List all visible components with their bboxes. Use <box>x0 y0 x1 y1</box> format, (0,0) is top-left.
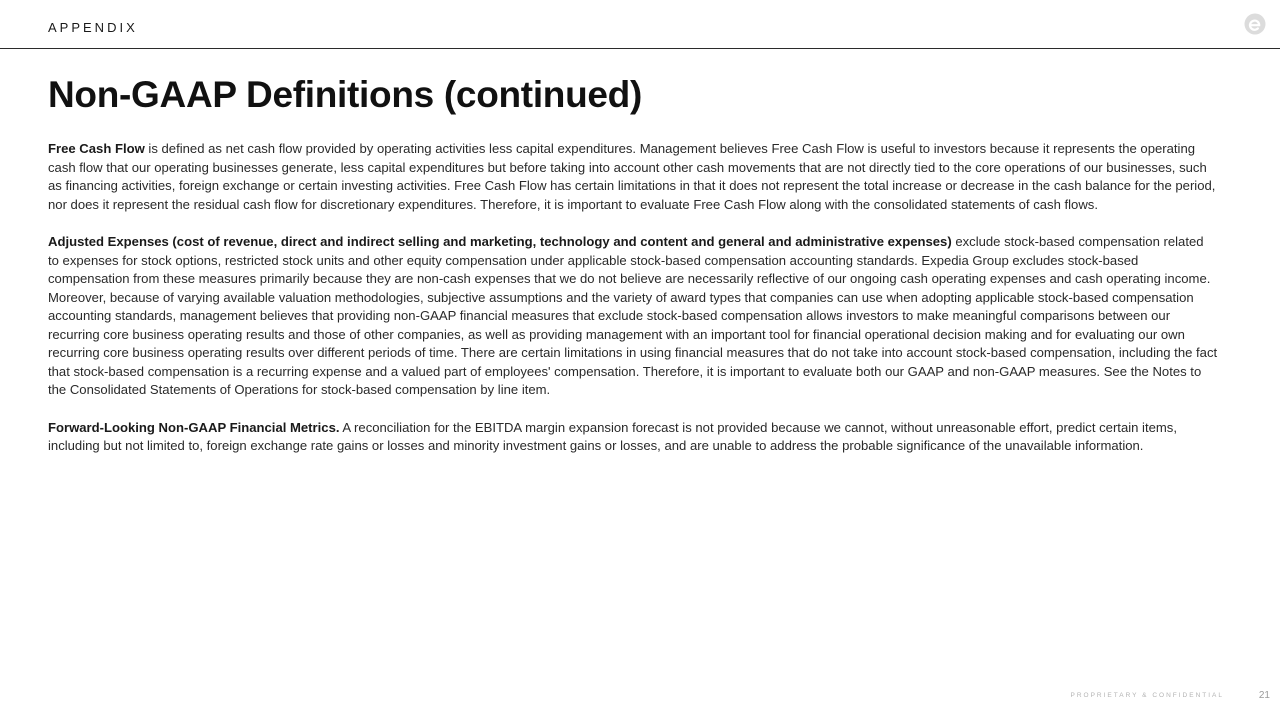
forward-looking-metrics-definition <box>48 419 1218 456</box>
expedia-logo-icon <box>1244 13 1266 35</box>
definition-term: Adjusted Expenses (cost of revenue, direct and indirect selling and marketing, technology and content and general and administrative expenses) <box>48 234 952 249</box>
definition-term: Free Cash Flow <box>48 141 145 156</box>
definition-text: A reconciliation for the EBITDA margin expansion forecast is not provided because we cannot, without unreasonable effort, predict certain items, including but not limited to, foreign exchange rate gains or losses and minority investment gains or losses, and are unable to address the probable significance of the unavailable information. <box>48 419 1177 453</box>
slide-header <box>0 0 1280 49</box>
free-cash-flow-definition <box>48 140 1218 214</box>
section-label: APPENDIX <box>48 20 138 35</box>
definitions-content <box>48 140 1218 475</box>
adjusted-expenses-definition <box>48 233 1218 400</box>
page-number: 21 <box>1258 690 1270 701</box>
definition-text: is defined as net cash flow provided by operating activities less capital expenditures. Management believes Free Cash Flow is useful to investors because it represents the operating cash flow that our operating businesses generate, less capital expenditures but before taking into account other cash movements that are not directly tied to the core operations of our businesses, such as financing activities, foreign exchange or certain investing activities. Free Cash Flow has certain limitations in that it does not represent the total increase or decrease in the cash balance for the period, nor does it represent the residual cash flow for discretionary expenditures. Therefore, it is important to evaluate Free Cash Flow along with the consolidated statements of cash flows. <box>48 141 1216 212</box>
definition-text: exclude stock-based compensation related to expenses for stock options, restricted stock units and other equity compensation under applicable stock-based compensation accounting standards. Expedia Group excludes stock-based compensation from these measures primarily because they are non-cash expenses that we do not believe are necessarily reflective of our ongoing cash operating expenses and cash operating income. Moreover, because of varying available valuation methodologies, subjective assumptions and the variety of award types that companies can use when adopting applicable stock-based compensation accounting standards, management believes that providing non-GAAP financial measures that exclude stock-based compensation allows investors to make meaningful comparisons between our recurring core business operating results and those of other companies, as well as providing management with an important tool for financial operational decision making and for evaluating our own recurring core business operating results over different periods of time. There are certain limitations in using financial measures that do not take into account stock-based compensation, including the fact that stock-based compensation is a recurring expense and a valued part of employees' compensation. Therefore, it is important to evaluate both our GAAP and non-GAAP measures. See the Notes to the Consolidated Statements of Operations for stock-based compensation by line item. <box>48 234 1218 397</box>
page-title: Non-GAAP Definitions (continued) <box>48 74 642 115</box>
definition-term: Forward-Looking Non-GAAP Financial Metrics. <box>48 419 340 435</box>
confidential-note: PROPRIETARY & CONFIDENTIAL <box>1070 692 1224 699</box>
